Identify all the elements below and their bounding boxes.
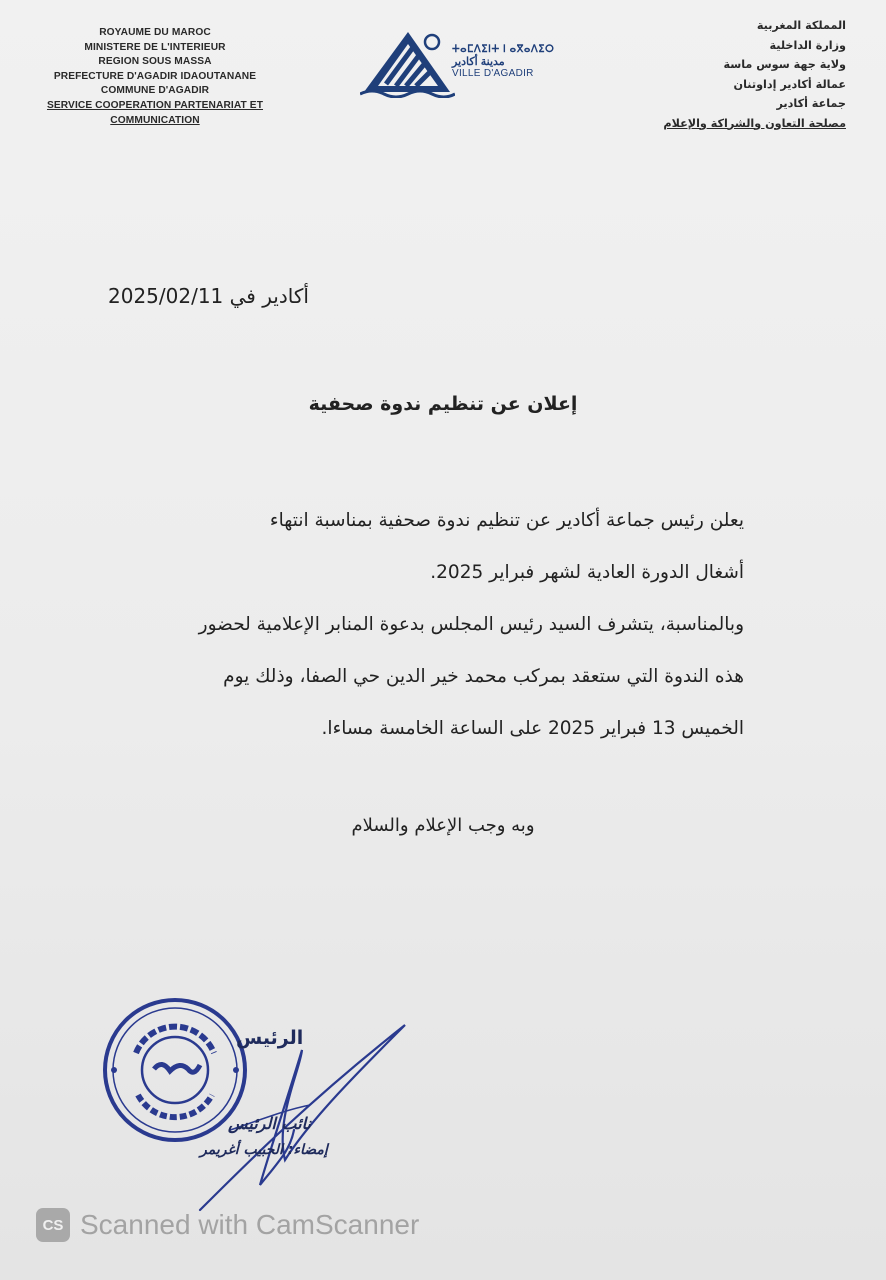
closing-formula: وبه وجب الإعلام والسلام — [351, 815, 535, 836]
agadir-logo-icon — [360, 26, 455, 98]
body-line-2: أشغال الدورة العادية لشهر فبراير 2025. — [430, 562, 744, 583]
logo-wordmark — [452, 44, 562, 80]
header-fr-region: REGION SOUS MASSA — [98, 56, 212, 68]
logo-french: VILLE D'AGADIR — [452, 68, 534, 79]
header-arabic — [616, 16, 846, 133]
body-line-4: هذه الندوة التي ستعقد بمركب محمد خير الدين حي الصفا، وذلك يوم — [223, 666, 744, 687]
header-ar-service: مصلحة التعاون والشراكة والإعلام — [663, 116, 846, 130]
logo-tifinagh: ⵜⴰⵎⴷⵉⵏⵜ ⵏ ⴰⴳⴰⴷⵉⵔ — [452, 44, 555, 55]
header-fr-commune: COMMUNE D'AGADIR — [100, 85, 210, 97]
header-fr-kingdom: ROYAUME DU MAROC — [99, 27, 211, 38]
header-fr-ministry: MINISTERE DE L'INTERIEUR — [84, 41, 226, 53]
watermark-text: Scanned with CamScanner — [80, 1209, 420, 1240]
camscanner-watermark — [36, 1208, 419, 1242]
signatory-title: الرئيس — [236, 1027, 304, 1049]
signatory-role: نائب الرئيس — [228, 1114, 311, 1133]
header-fr-service-2: COMMUNICATION — [110, 114, 200, 126]
header-ar-region: ولاية جهة سوس ماسة — [723, 58, 846, 71]
signatory-name: إمضاء: الحبيب أغريمر — [200, 1142, 328, 1158]
document-body — [144, 495, 744, 755]
body-line-3: وبالمناسبة، يتشرف السيد رئيس المجلس بدعوة المنابر الإعلامية لحضور — [198, 614, 744, 635]
header-fr-service-1: SERVICE COOPERATION PARTENARIAT ET — [46, 99, 264, 111]
header-ar-prefecture: عمالة أكادير إداوتنان — [733, 77, 846, 91]
camscanner-logo-icon: CS — [36, 1208, 70, 1242]
header-french — [40, 26, 270, 128]
document-title: إعلان عن تنظيم ندوة صحفية — [308, 393, 578, 415]
logo-arabic: مدينة أكادير — [452, 56, 505, 68]
header-fr-prefecture: PREFECTURE D'AGADIR IDAOUTANANE — [53, 70, 257, 82]
header-ar-kingdom: المملكة المغربية — [756, 19, 846, 32]
header-ar-commune: جماعة أكادير — [776, 97, 846, 110]
document-date: أكادير في 2025/02/11 — [108, 284, 309, 308]
body-line-1: يعلن رئيس جماعة أكادير عن تنظيم ندوة صحفية بمناسبة انتهاء — [269, 510, 744, 531]
header-ar-ministry: وزارة الداخلية — [769, 38, 846, 52]
body-line-5: الخميس 13 فبراير 2025 على الساعة الخامسة مساءا. — [321, 718, 744, 739]
